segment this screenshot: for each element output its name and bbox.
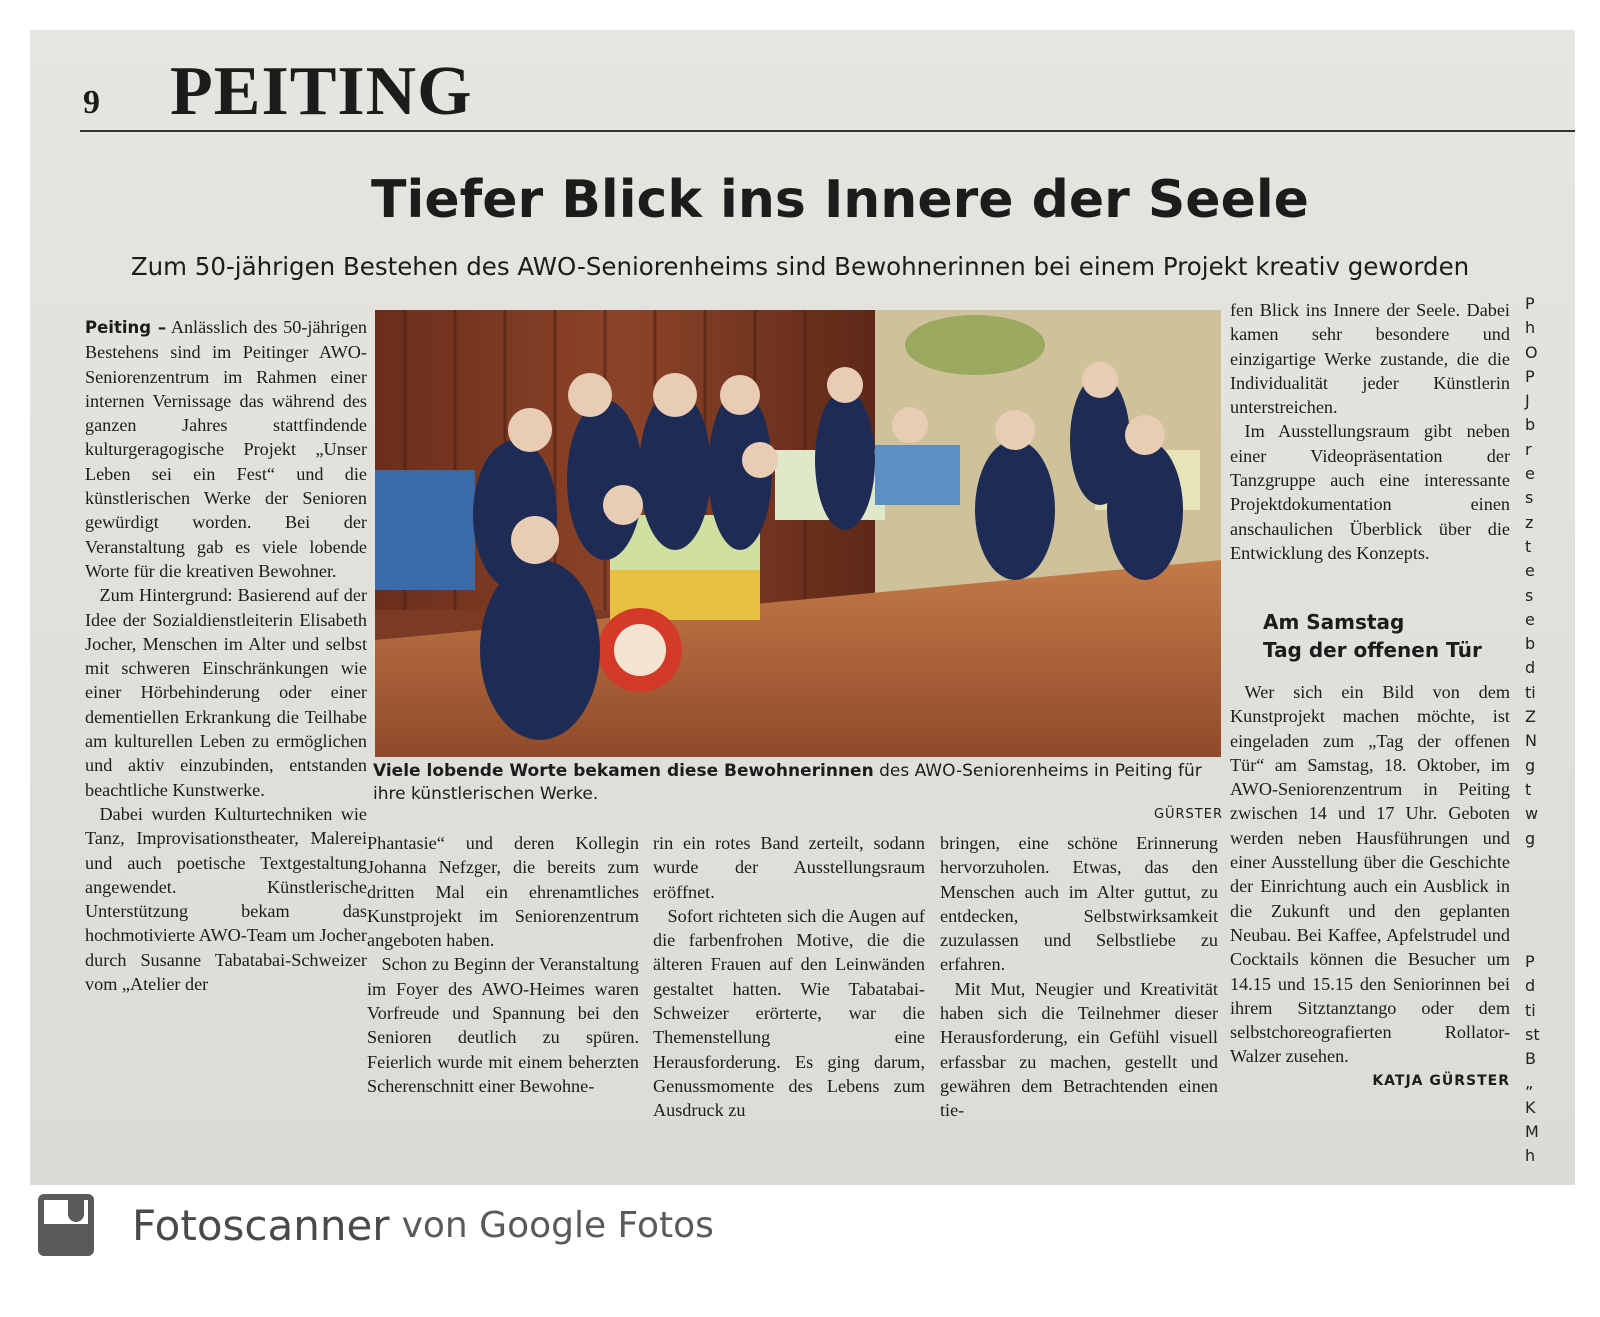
dateline: Peiting – bbox=[85, 318, 167, 337]
photo-credit: GÜRSTER bbox=[1153, 807, 1223, 822]
edge-letter: t bbox=[1525, 536, 1532, 556]
edge-letter: g bbox=[1525, 755, 1536, 775]
paragraph-2: Zum Hintergrund: Basierend auf der Idee der Sozialdienstleiterin Elisabeth Jocher, Menschen im Alter und selbst mit schweren Einschränkungen wie einer Hörbehinderung oder einer dementiellen Erkrankung die Teilhabe am kulturellen Leben zu ermöglichen und aktiv einzubinden, entstanden beachtliche Kunstwerke. bbox=[85, 585, 367, 800]
page-number: 9 bbox=[83, 84, 100, 121]
paragraph-7: Im Ausstellungsraum gibt neben einer Videopräsentation der Tanzgruppe auch eine interessante Projektdokumentation einen anschaulichen Überblick über die Entwicklung des Konzepts. bbox=[1230, 421, 1510, 563]
section-title: PEITING bbox=[170, 53, 473, 130]
fotoscanner-footer bbox=[38, 1195, 714, 1255]
column-1 bbox=[85, 315, 367, 996]
edge-letter: ti bbox=[1525, 1000, 1536, 1020]
edge-letter: P bbox=[1525, 366, 1535, 386]
intertitle bbox=[1263, 608, 1482, 664]
edge-letter: e bbox=[1525, 609, 1535, 629]
article-photo bbox=[375, 310, 1221, 757]
header-rule bbox=[80, 130, 1575, 132]
edge-letter: r bbox=[1525, 439, 1532, 459]
paragraph-1: Anlässlich des 50-jährigen Bestehens sind im Peitinger AWO-Seniorenzentrum im Rahmen einer internen Vernissage das während des ganzen Jahres stattfindende kulturgeragogische Projekt „Unser Leben sei ein Fest“ und die künstlerischen Werke der Senioren gewürdigt worden. Bei der Veranstaltung gab es viele lobende Worte für die kreativen Bewohner. bbox=[85, 317, 367, 581]
edge-letter: J bbox=[1525, 391, 1530, 411]
photo-illustration bbox=[375, 310, 1221, 757]
article-headline: Tiefer Blick ins Innere der Seele bbox=[371, 170, 1309, 230]
paragraph-3-continued: Phantasie“ und deren Kollegin Johanna Nefzger, die bereits zum dritten Mal ein ehrenamtliches Kunstprojekt im Seniorenzentrum angeboten haben. bbox=[367, 833, 639, 951]
edge-letter: w bbox=[1525, 804, 1539, 824]
photo-scan-icon bbox=[38, 1194, 94, 1256]
edge-column-top bbox=[1525, 292, 1538, 851]
edge-letter: O bbox=[1525, 342, 1538, 362]
paragraph-5-continued: bringen, eine schöne Erinnerung hervorzuholen. Etwas, das den Menschen auch im Alter guttut, zu entdecken, Selbstwirksamkeit zuzulassen und Selbstliebe zu erfahren. bbox=[940, 833, 1218, 975]
edge-letter: d bbox=[1525, 976, 1536, 996]
column-3 bbox=[653, 831, 925, 1123]
edge-letter: t bbox=[1525, 779, 1532, 799]
column-2 bbox=[367, 831, 639, 1098]
edge-letter: Z bbox=[1525, 707, 1536, 727]
intertitle-line-2: Tag der offenen Tür bbox=[1263, 638, 1482, 662]
paragraph-6: Mit Mut, Neugier und Kreativität haben sich die Teilnehmer dieser Herausforderung, ein Gefühl visuell erfassbar zu machen, gestellt und gewähren dem Betrachtenden einen tie- bbox=[940, 978, 1218, 1121]
column-4 bbox=[940, 831, 1218, 1123]
edge-letter: h bbox=[1525, 318, 1536, 338]
paragraph-8: Wer sich ein Bild von dem Kunstprojekt machen möchte, ist eingeladen zum „Tag der offenen Tür“ am Samstag, 18. Oktober, im AWO-Seniorenzentrum in Peiting zwischen 14 und 17 Uhr. Geboten werden neben Hausführungen und einer Ausstellung über die Geschichte der Einrichtung auch ein Ausblick in die Zukunft und den geplanten Neubau. Bei Kaffee, Apfelstrudel und Cocktails können die Besucher um 14.15 und 15.15 den Seniorinnen bei ihrem Sitztanztango oder dem selbstchoreografierten Rollator-Walzer zusehen. bbox=[1230, 682, 1510, 1067]
paragraph-6-continued: fen Blick ins Innere der Seele. Dabei kamen sehr besondere und einzigartige Werke zustande, die die Individualität jeder Künstlerin unterstreichen. bbox=[1230, 300, 1510, 418]
edge-letter: K bbox=[1525, 1097, 1536, 1117]
paragraph-4: Schon zu Beginn der Veranstaltung im Foyer des AWO-Heimes waren Vorfreude und Spannung bei den Senioren deutlich zu spüren. Feierlich wurde mit einem beherzten Scherenschnitt einer Bewohne- bbox=[367, 954, 639, 1096]
newspaper-page bbox=[30, 30, 1575, 1185]
edge-letter: P bbox=[1525, 952, 1535, 971]
caption-text: des AWO-Seniorenheims in Peiting für ihre künstlerischen Werke. bbox=[373, 761, 1202, 804]
edge-letter: g bbox=[1525, 828, 1536, 848]
column-5-top bbox=[1230, 298, 1510, 565]
column-5-bottom bbox=[1230, 680, 1510, 1093]
edge-letter: P bbox=[1525, 294, 1535, 313]
edge-letter: h bbox=[1525, 1146, 1536, 1166]
edge-letter: e bbox=[1525, 561, 1535, 581]
edge-letter: d bbox=[1525, 658, 1536, 678]
photo-caption bbox=[373, 760, 1223, 822]
app-by-text: von Google Fotos bbox=[401, 1204, 714, 1246]
edge-letter: s bbox=[1525, 488, 1534, 508]
paragraph-3: Dabei wurden Kulturtechniken wie Tanz, Improvisationstheater, Malerei und auch poetische Textgestaltung angewendet. Künstlerische Unterstützung bekam das hochmotivierte AWO-Team um Jocher durch Susanne Tabatabai-Schweizer vom „Atelier der bbox=[85, 803, 367, 995]
edge-letter: ti bbox=[1525, 682, 1536, 702]
edge-letter: B bbox=[1525, 1049, 1536, 1069]
author-name: KATJA GÜRSTER bbox=[1372, 1072, 1510, 1089]
caption-bold: Viele lobende Worte bekamen diese Bewohnerinnen bbox=[373, 761, 874, 781]
app-name: Fotoscanner bbox=[132, 1200, 390, 1250]
edge-letter: N bbox=[1525, 731, 1537, 751]
edge-letter: M bbox=[1525, 1122, 1539, 1142]
edge-letter: st bbox=[1525, 1024, 1540, 1044]
edge-letter: b bbox=[1525, 415, 1536, 435]
article-subheadline: Zum 50-jährigen Bestehen des AWO-Seniorenheims sind Bewohnerinnen bei einem Projekt kreativ geworden bbox=[130, 252, 1470, 281]
paragraph-5: Sofort richteten sich die Augen auf die farbenfrohen Motive, die die älteren Frauen auf den Leinwänden gestaltet hatten. Wie Tabatabai-Schweizer erörterte, war die Themenstellung eine Herausforderung. Es ging darum, Genussmomente des Lebens zum Ausdruck zu bbox=[653, 905, 925, 1121]
edge-letter: s bbox=[1525, 585, 1534, 605]
edge-letter: z bbox=[1525, 512, 1534, 532]
edge-letter: e bbox=[1525, 464, 1535, 484]
edge-letter: b bbox=[1525, 634, 1536, 654]
edge-letter: „ bbox=[1525, 1073, 1534, 1093]
edge-column-bottom bbox=[1525, 950, 1540, 1169]
intertitle-line-1: Am Samstag bbox=[1263, 610, 1405, 634]
paragraph-4-continued: rin ein rotes Band zerteilt, sodann wurde der Ausstellungsraum eröffnet. bbox=[653, 833, 925, 902]
